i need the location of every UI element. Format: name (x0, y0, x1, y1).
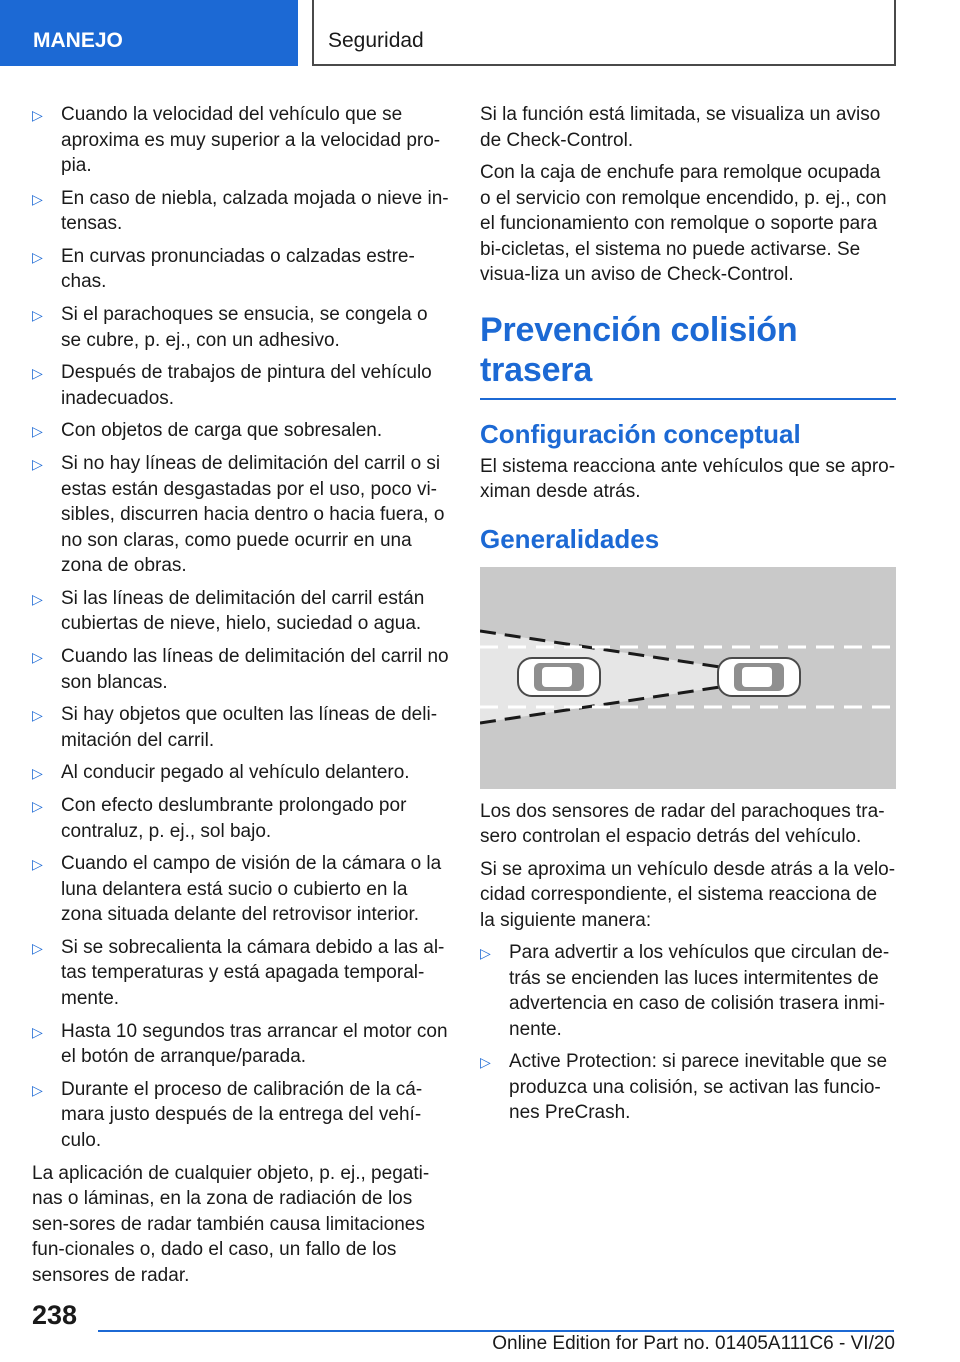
list-item: ▷ Después de trabajos de pintura del vehículo inadecuados. (32, 362, 432, 409)
triangle-right-icon: ▷ (32, 1081, 43, 1098)
list-item: ▷ Active Protection: si parece inevitable que se produzca una colisión, se activan las funcio-nes PreCrash. (480, 1051, 888, 1124)
list-item: ▷ Cuando las líneas de delimitación del carril no son blancas. (32, 646, 449, 693)
chapter-tab: MANEJO (0, 0, 298, 66)
list-item: ▷ Si las líneas de delimitación del carril están cubiertas de nieve, hielo, suciedad o agua. (32, 587, 425, 635)
concept-paragraph: El sistema reacciona ante vehículos que se apro-ximan desde atrás. (480, 455, 896, 502)
radar-note-paragraph: La aplicación de cualquier objeto, p. ej., pegati-nas o láminas, en la zona de radiación de los sen-sores de radar también causa limitaciones fun-cionales o, dado el caso, un fallo de los sensores de radar. (32, 1162, 430, 1286)
triangle-right-icon: ▷ (32, 107, 43, 123)
concept-heading: Configuración conceptual (480, 418, 801, 449)
triangle-right-icon: ▷ (32, 248, 43, 265)
list-item: ▷ Al conducir pegado al vehículo delantero. (32, 760, 450, 786)
limitations-list (32, 102, 450, 1153)
triangle-right-icon: ▷ (32, 856, 43, 873)
list-item: ▷ Si no hay líneas de delimitación del carril o si estas están desgastadas por el uso, poco vi-sibles, discurren hacia dentro o hacia fuera, o no son claras, como puede ocurrir en una zona de obras. (32, 453, 445, 577)
general-heading: Generalidades (480, 523, 660, 554)
triangle-right-icon: ▷ (32, 365, 43, 382)
front-car (718, 658, 800, 696)
triangle-right-icon: ▷ (32, 307, 43, 324)
triangle-right-icon: ▷ (32, 798, 43, 815)
triangle-right-icon: ▷ (480, 1054, 491, 1071)
list-item: ▷ En curvas pronunciadas o calzadas estre-chas. (32, 245, 415, 293)
triangle-right-icon: ▷ (32, 590, 43, 607)
list-item: ▷ En caso de niebla, calzada mojada o nieve in-tensas. (32, 187, 449, 235)
left-column (32, 102, 450, 1295)
rear-car (518, 658, 600, 696)
list-item: ▷ Si hay objetos que oculten las líneas de deli-mitación del carril. (32, 704, 438, 751)
list-item: ▷ Si el parachoques se ensucia, se congela o se cubre, p. ej., con un adhesivo. (32, 304, 428, 351)
triangle-right-icon: ▷ (32, 190, 43, 207)
radar-illustration (480, 567, 896, 789)
list-item: ▷ Hasta 10 segundos tras arrancar el motor con el botón de arranque/parada. (32, 1020, 448, 1068)
list-item: ▷ Cuando la velocidad del vehículo que se aproxima es muy superior a la velocidad pro-pia. (32, 104, 441, 176)
triangle-right-icon: ▷ (32, 1023, 43, 1040)
reaction-list (480, 940, 896, 1126)
triangle-right-icon: ▷ (32, 456, 43, 473)
triangle-right-icon: ▷ (32, 707, 43, 724)
edition-footer: Online Edition for Part no. 01405A111C6 - VI/20 (492, 1333, 895, 1354)
triangle-right-icon: ▷ (32, 649, 43, 665)
right-column (480, 102, 896, 1133)
main-heading: Prevención colisión trasera (480, 310, 896, 400)
section-title: Seguridad (312, 0, 896, 66)
list-item: ▷ Cuando el campo de visión de la cámara o la luna delantera está sucio o cubierto en la zona situada delante del retrovisor interior. (32, 853, 442, 926)
list-item: ▷ Para advertir a los vehículos que circulan de-trás se encienden las luces intermitentes de advertencia en caso de colisión trasera inmi-nente. (480, 942, 890, 1040)
list-item: ▷ Con objetos de carga que sobresalen. (32, 418, 450, 444)
check-control-paragraph: Si la función está limitada, se visualiza un aviso de Check-Control. (480, 104, 881, 151)
list-item: ▷ Si se sobrecalienta la cámara debido a las al-tas temperaturas y está apagada temporal-mente. (32, 936, 445, 1009)
reaction-paragraph: Si se aproxima un vehículo desde atrás a la velo-cidad correspondiente, el sistema reacciona de la siguiente manera: (480, 858, 896, 931)
footer-divider (98, 1330, 894, 1332)
triangle-right-icon: ▷ (32, 423, 43, 440)
triangle-right-icon: ▷ (32, 939, 43, 956)
triangle-right-icon: ▷ (32, 765, 43, 782)
radar-illustration-svg (480, 567, 896, 789)
trailer-paragraph: Con la caja de enchufe para remolque ocupada o el servicio con remolque encendido, p. ej., con el funcionamiento con remolque o soporte para bi-cicletas, el sistema no puede activarse. Se visua-liza un aviso de Check-Control. (480, 162, 887, 285)
list-item: ▷ Durante el proceso de calibración de la cá-mara justo después de la entrega del vehí-culo. (32, 1078, 423, 1151)
list-item: ▷ Con efecto deslumbrante prolongado por contraluz, p. ej., sol bajo. (32, 795, 407, 842)
triangle-right-icon: ▷ (480, 945, 491, 961)
page-number: 238 (32, 1300, 78, 1330)
sensors-paragraph: Los dos sensores de radar del parachoques tra-sero controlan el espacio detrás del vehículo. (480, 800, 885, 847)
